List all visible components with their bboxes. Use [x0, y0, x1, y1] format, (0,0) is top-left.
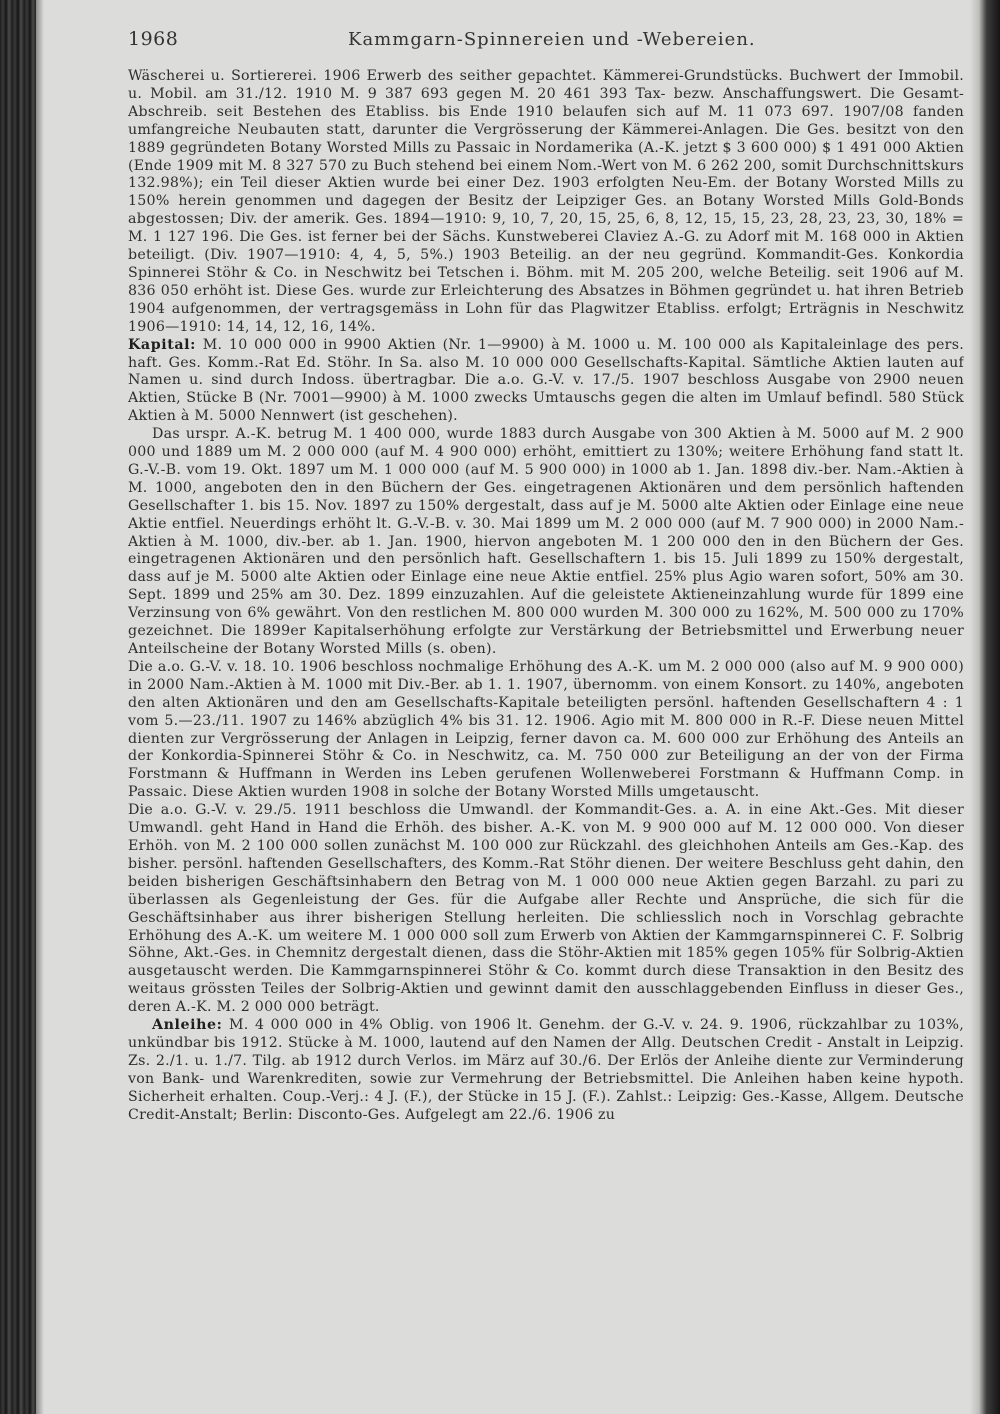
- paragraph-text: Die a.o. G.-V. v. 18. 10. 1906 beschloss nochmalige Erhöhung des A.-K. um M. 2 000 000 (also auf M. 9 900 000) in 2000 Nam.-Aktien à M. 1000 mit Div.-Ber. ab 1. 1. 1907, übernomm. von einem Konsort. zu 140%, angeboten den alten Aktionären und den am Gesellschafts-Kapitale beteiligten persönl. haftenden Gesellschaftern 4 : 1 vom 5.—23./11. 1907 zu 146% abzüglich 4% bis 31. 12. 1906. Agio mit M. 800 000 in R.-F. Diese neuen Mittel dienten zur Vergrösserung der Anlagen in Leipzig, ferner davon ca. M. 600 000 zur Erhöhung des Anteils an der Konkordia-Spinnerei Stöhr & Co. in Neschwitz, ca. M. 750 000 zur Beteiligung an der von der Firma Forstmann & Huffmann in Werden ins Leben gerufenen Wollenweberei Forstmann & Huffmann Comp. in Passaic. Diese Aktien wurden 1908 in solche der Botany Worsted Mills umgetauscht.: [128, 658, 964, 801]
- page-header: [128, 28, 964, 68]
- paragraph-text: Die a.o. G.-V. v. 29./5. 1911 beschloss die Umwandl. der Kommandit-Ges. a. A. in eine Akt.-Ges. Mit dieser Umwandl. geht Hand in Hand die Erhöh. des bisher. A.-K. von M. 9 900 000 auf M. 12 000 000. Von dieser Erhöh. von M. 2 100 000 sollen zunächst M. 100 000 zur Rückzahl. des gleichhohen Anteils am Ges.-Kap. des bisher. persönl. haftenden Gesellschafters, des Komm.-Rat Stöhr dienen. Der weitere Beschluss geht dahin, den beiden bisherigen Geschäftsinhabern den Betrag von M. 1 000 000 neue Aktien gegen Barzahl. zu pari zu überlassen als Gegenleistung der Ges. für die Aufgabe aller Rechte und Ansprüche, die sich für die Geschäftsinhaber aus ihrer bisherigen Stellung herleiten. Die schliesslich noch in Vorschlag gebrachte Erhöhung des A.-K. um weitere M. 1 000 000 soll zum Erwerb von Aktien der Kammgarnspinnerei C. F. Solbrig Söhne, Akt.-Ges. in Chemnitz dergestalt dienen, dass die Stöhr-Aktien mit 185% gegen 105% für Solbrig-Aktien ausgetauscht werden. Die Kammgarnspinnerei Stöhr & Co. kommt durch diese Transaktion in den Besitz des weitaus grössten Teiles der Solbrig-Aktien und gewinnt damit den ausschlaggebenden Einfluss in dieser Ges., deren A.-K. M. 2 000 000 beträgt.: [128, 802, 964, 1016]
- article-body: [128, 68, 964, 1124]
- paragraph-intro: [128, 68, 964, 337]
- paragraph-text: Das urspr. A.-K. betrug M. 1 400 000, wurde 1883 durch Ausgabe von 300 Aktien à M. 5000 auf M. 2 900 000 und 1889 um M. 2 000 000 (auf M. 4 900 000) erhöht, emittiert zu 130%; weitere Erhöhung fand statt lt. G.-V.-B. vom 19. Okt. 1897 um M. 1 000 000 (auf M. 5 900 000) in 1000 ab 1. Jan. 1898 div.-ber. Nam.-Aktien à M. 1000, angeboten den in den Büchern der Ges. eingetragenen Aktionären und dem persönlich haftenden Gesellschafter 1. bis 15. Nov. 1897 zu 150% dergestalt, dass auf je M. 5000 alte Aktien oder Einlage eine neue Aktie entfiel. Neuerdings erhöht lt. G.-V.-B. v. 30. Mai 1899 um M. 2 000 000 (auf M. 7 900 000) in 2000 Nam.-Aktien à M. 1000, div.-ber. ab 1. Jan. 1900, hiervon angeboten M. 1 200 000 den in den Büchern der Ges. eingetragenen Aktionären und den persönlich haft. Gesellschaftern 1. bis 15. Juli 1899 zu 150% dergestalt, dass auf je M. 5000 alte Aktien oder Einlage eine neue Aktie entfiel. 25% plus Agio waren sofort, 50% am 30. Sept. 1899 und 25% am 30. Dez. 1899 einzuzahlen. Auf die geleistete Aktieneinzahlung wurde für 1899 eine Verzinsung von 6% gewährt. Von den restlichen M. 800 000 wurden M. 300 000 zu 162%, M. 500 000 zu 170% gezeichnet. Die 1899er Kapitalserhöhung erfolgte zur Verstärkung der Betriebsmittel und Erwerbung neuer Anteilscheine der Botany Worsted Mills (s. oben).: [128, 426, 964, 657]
- paragraph-anleihe: [128, 1017, 964, 1124]
- paragraph-history: [128, 426, 964, 659]
- paragraph-text: M. 10 000 000 in 9900 Aktien (Nr. 1—9900) à M. 1000 u. M. 100 000 als Kapitaleinlage des pers. haft. Ges. Komm.-Rat Ed. Stöhr. In Sa. also M. 10 000 000 Gesellschafts-Kapital. Sämtliche Aktien lauten auf Namen u. sind durch Indoss. übertragbar. Die a.o. G.-V. v. 17./5. 1907 beschloss Ausgabe von 2900 neuen Aktien, Stücke B (Nr. 7001—9900) à M. 1000 zwecks Umtauschs gegen die alten im Umlauf befindl. 580 Stück Aktien à M. 5000 Nennwert (ist geschehen).: [128, 336, 964, 425]
- paragraph-1911-conversion: [128, 802, 964, 1017]
- book-binding-edge: [0, 0, 36, 1414]
- section-lead-kapital: Kapital:: [128, 336, 197, 353]
- running-title: Kammgarn-Spinnereien und -Webereien.: [348, 29, 756, 50]
- paragraph-1906-increase: [128, 659, 964, 802]
- paragraph-text: Wäscherei u. Sortiererei. 1906 Erwerb des seither gepachtet. Kämmerei-Grundstücks. Buchwert der Immobil. u. Mobil. am 31./12. 1910 M. 9 387 693 gegen M. 20 461 393 Tax- bezw. Anschaffungswert. Die Gesamt-Abschreib. seit Bestehen des Etabliss. bis Ende 1910 belaufen sich auf M. 11 073 697. 1907/08 fanden umfangreiche Neubauten statt, darunter die Vergrösserung der Kämmerei-Anlagen. Die Ges. besitzt von den 1889 gegründeten Botany Worsted Mills zu Passaic in Nordamerika (A.-K. jetzt $ 3 600 000) $ 1 491 000 Aktien (Ende 1909 mit M. 8 327 570 zu Buch stehend bei einem Nom.-Wert von M. 6 262 200, somit Durchschnittskurs 132.98%); ein Teil dieser Aktien wurde bei einer Dez. 1903 erfolgten Neu-Em. der Botany Worsted Mills zu 150% herein genommen und dagegen der Besitz der Leipziger Ges. an Botany Worsted Mills Gold-Bonds abgestossen; Div. der amerik. Ges. 1894—1910: 9, 10, 7, 20, 15, 25, 6, 8, 12, 15, 15, 23, 28, 23, 23, 30, 18% = M. 1 127 196. Die Ges. ist ferner bei der Sächs. Kunstweberei Claviez A.-G. zu Adorf mit M. 168 000 in Aktien beteiligt. (Div. 1907—1910: 4, 4, 5, 5%.) 1903 Beteilig. an der neu gegründ. Kommandit-Ges. Konkordia Spinnerei Stöhr & Co. in Neschwitz bei Tetschen i. Böhm. mit M. 205 200, welche Beteilig. seit 1906 auf M. 836 050 erhöht ist. Diese Ges. wurde zur Erleichterung des Absatzes in Böhmen gegründet u. hat ihren Betrieb 1904 aufgenommen, der vertragsgemäss in Lohn für das Plagwitzer Etabliss. erfolgt; Erträgnis in Neschwitz 1906—1910: 14, 14, 12, 16, 14%.: [128, 68, 964, 335]
- page-right-edge: [970, 0, 1000, 1414]
- paragraph-kapital: [128, 337, 964, 427]
- paragraph-text: M. 4 000 000 in 4% Oblig. von 1906 lt. Genehm. der G.-V. v. 24. 9. 1906, rückzahlbar zu 103%, unkündbar bis 1912. Stücke à M. 1000, lautend auf den Namen der Allg. Deutschen Credit - Anstalt in Leipzig. Zs. 2./1. u. 1./7. Tilg. ab 1912 durch Verlos. im März auf 30./6. Der Erlös der Anleihe diente zur Verminderung von Bank- und Warenkrediten, sowie zur Vermehrung der Betriebsmittel. Die Anleihen haben keine hypoth. Sicherheit erhalten. Coup.-Verj.: 4 J. (F.), der Stücke in 15 J. (F.). Zahlst.: Leipzig: Ges.-Kasse, Allgem. Deutsche Credit-Anstalt; Berlin: Disconto-Ges. Aufgelegt am 22./6. 1906 zu: [128, 1017, 964, 1123]
- page-number: 1968: [128, 28, 179, 50]
- section-lead-anleihe: Anleihe:: [152, 1017, 223, 1034]
- page-content: [128, 28, 964, 1408]
